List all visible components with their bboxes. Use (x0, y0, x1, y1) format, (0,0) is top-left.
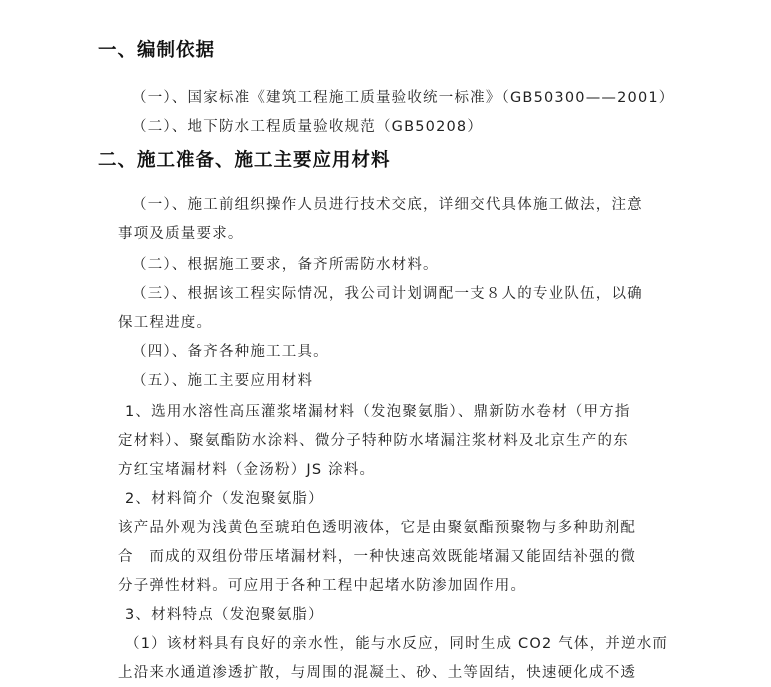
prep-paragraph-3-line-2: 保工程进度。 (118, 315, 213, 331)
material-item-1-line-1: 1、选用水溶性高压灌浆堵漏材料（发泡聚氨脂）、鼎新防水卷材（甲方指 (125, 404, 631, 420)
material-item-3-line-2: 上沿来水通道渗透扩散，与周围的混凝土、砂、土等固结，快速硬化成不透 (118, 665, 637, 681)
material-item-2-title: 2、材料简介（发泡聚氨脂） (125, 491, 324, 507)
prep-paragraph-4: （四）、备齐各种施工工具。 (132, 344, 329, 360)
prep-paragraph-1-line-1: （一）、施工前组织操作人员进行技术交底，详细交代具体施工做法，注意 (132, 197, 643, 213)
material-item-1-line-2: 定材料）、聚氨酯防水涂料、微分子特种防水堵漏注浆材料及北京生产的东 (118, 433, 629, 449)
prep-paragraph-5: （五）、施工主要应用材料 (132, 373, 314, 389)
prep-paragraph-3-line-1: （三）、根据该工程实际情况，我公司计划调配一支８人的专业队伍，以确 (132, 286, 643, 302)
material-item-3-title: 3、材料特点（发泡聚氨脂） (125, 607, 324, 623)
section-heading-basis: 一、编制依据 (98, 40, 216, 61)
basis-item-1: （一）、国家标准《建筑工程施工质量验收统一标准》（GB50300——2001） (132, 90, 675, 106)
prep-paragraph-1-line-2: 事项及质量要求。 (118, 226, 244, 242)
prep-paragraph-2: （二）、根据施工要求，备齐所需防水材料。 (132, 257, 439, 273)
material-item-2-line-1: 该产品外观为浅黄色至琥珀色透明液体，它是由聚氨酯预聚物与多种助剂配 (118, 520, 637, 536)
material-item-3-line-1: （1）该材料具有良好的亲水性，能与水反应，同时生成 CO2 气体，并逆水而 (125, 636, 669, 652)
section-heading-preparation: 二、施工准备、施工主要应用材料 (98, 150, 391, 171)
material-item-1-line-3: 方红宝堵漏材料（金汤粉）JS 涂料。 (118, 462, 376, 478)
material-item-2-line-3: 分子弹性材料。可应用于各种工程中起堵水防渗加固作用。 (118, 578, 527, 594)
basis-item-2: （二）、地下防水工程质量验收规范（GB50208） (132, 119, 484, 135)
material-item-2-line-2: 合 而成的双组份带压堵漏材料，一种快速高效既能堵漏又能固结补强的微 (118, 549, 637, 565)
